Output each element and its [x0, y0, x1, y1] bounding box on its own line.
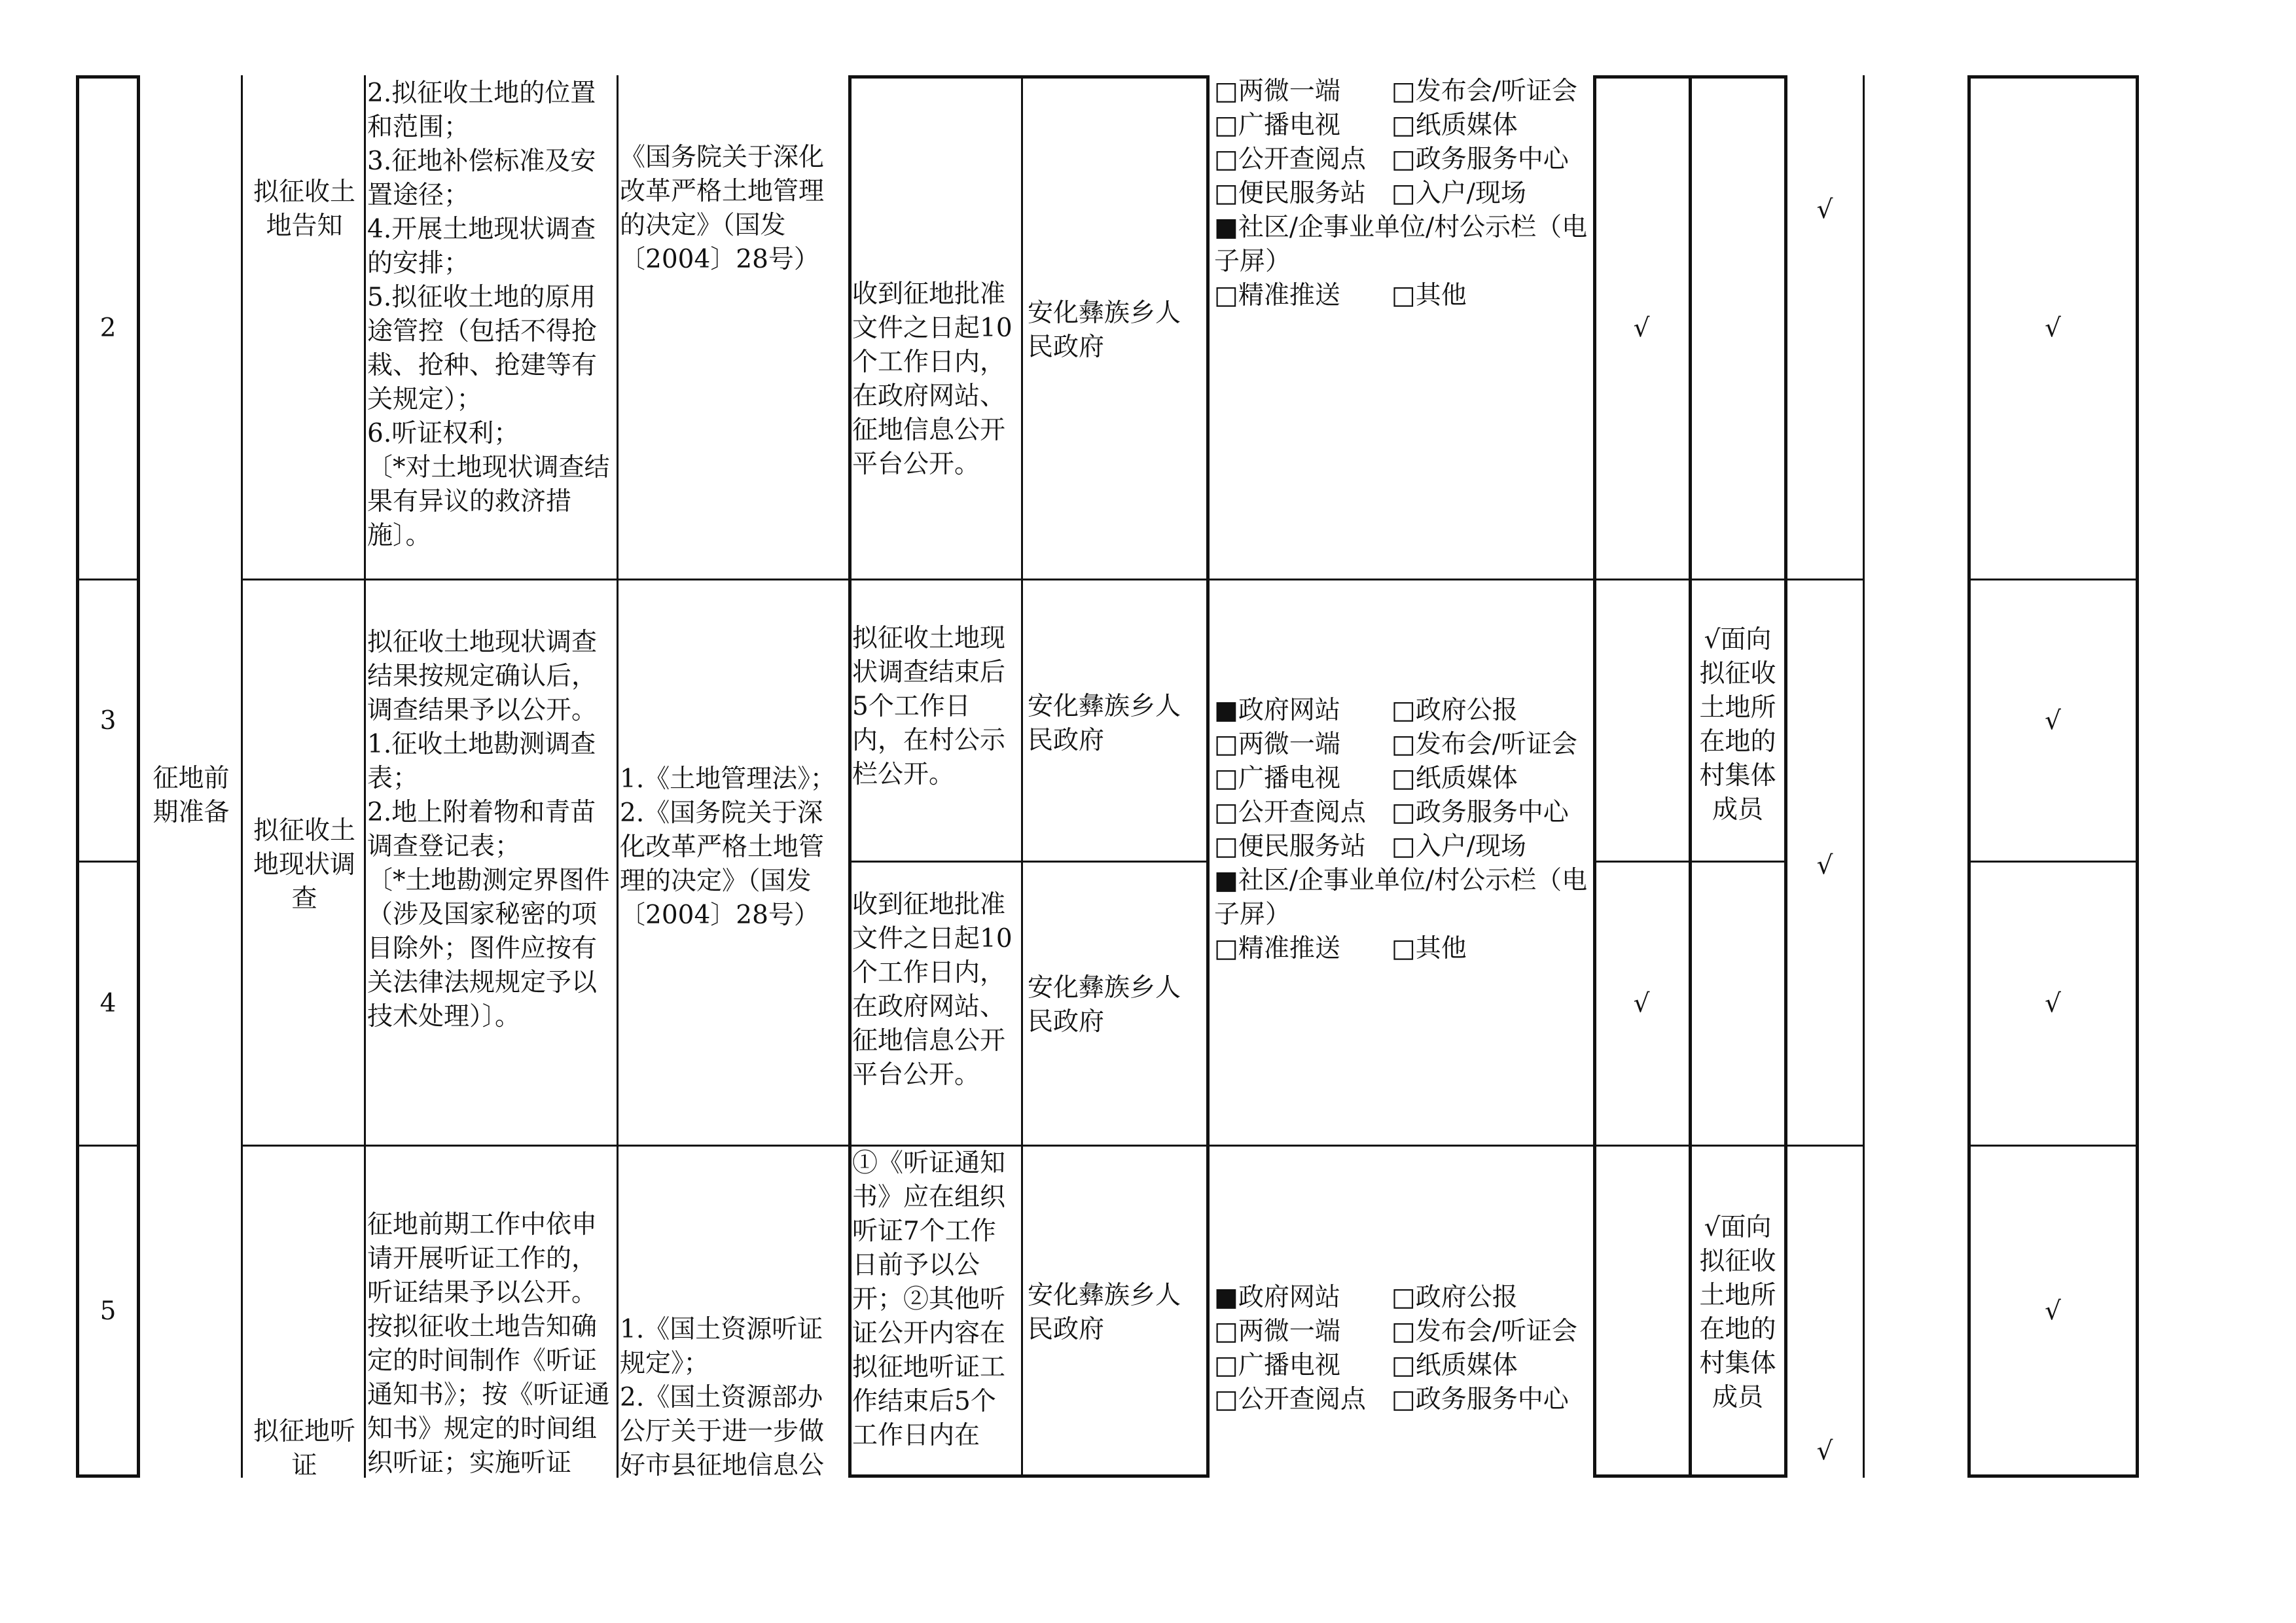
- table-border: [1967, 1474, 2139, 1478]
- row-3-all-public: [1594, 580, 1689, 862]
- table-border: [2136, 75, 2139, 1478]
- row-divider: [848, 861, 1210, 863]
- table-border: [848, 1474, 1210, 1478]
- row-4-timing: 收到征地批准文件之日起10个工作日内，在政府网站、征地信息公开平台公开。: [852, 890, 1013, 1090]
- column-divider: [1967, 75, 1971, 1478]
- column-divider: [848, 75, 852, 1478]
- row-5-seq: 5: [99, 1296, 117, 1326]
- row-5-content: 征地前期工作中依申请开展听证工作的，听证结果予以公开。按拟征收土地告知确定的时间制作《听证通知书》；按《听证通知书》规定的时间组织听证；实施听证: [367, 1210, 610, 1478]
- row-5-on-request: [1864, 1146, 1969, 1476]
- row-2-content: 2.拟征收土地的位置和范围； 3.征地补偿标准及安置途径； 4.开展土地现状调查的安排； 5.拟征收土地的原用途管控（包括不得抢栽、抢种、抢建等有关规定）； 6.听证权利； 〔*对土地现状调查结果有异议的救济措施〕。: [367, 79, 610, 550]
- row-5-all-public: [1594, 1146, 1689, 1476]
- row-3-channels: ■政府网站 □政府公报 □两微一端 □发布会/听证会 □广播电视 □纸质媒体 □公开查阅点 □政务服务中心 □便民服务站 □入户/现场 ■社区/企事业单位/村公示栏（电子屏） □精准推送 □其他: [1214, 696, 1588, 963]
- column-divider: [1689, 75, 1692, 1478]
- row-divider: [1967, 579, 2139, 580]
- row-3-basis: 1.《土地管理法》； 2.《国务院关于深化改革严格土地管理的决定》（国发〔2004〕28号）: [620, 764, 836, 930]
- row-divider: [241, 579, 1864, 580]
- row-4-level-check: √: [2045, 989, 2061, 1018]
- row-3-timing: 拟征收土地现状调查结束后5个工作日内，在村公示栏公开。: [852, 624, 1006, 789]
- row-3-on-request: [1864, 580, 1969, 1146]
- row-5-proactive-check: √: [1816, 1436, 1833, 1466]
- column-divider: [1784, 75, 1787, 1478]
- row-2-item: 拟征收土地告知: [253, 177, 355, 241]
- column-divider: [1021, 75, 1023, 1478]
- row-divider: [848, 75, 1210, 79]
- row-4-subject: 安化彝族乡人民政府: [1028, 973, 1181, 1037]
- row-2-seq: 2: [99, 313, 117, 343]
- row-3-content: 拟征收土地现状调查结果按规定确认后，调查结果予以公开。 1.征收土地勘测调查表； 2.地上附着物和青苗调查登记表； 〔*土地勘测定界图件（涉及国家秘密的项目除外；图件应按有关法律法规规定予以技术处理）〕。: [367, 628, 610, 1031]
- row-4-all-public-check: √: [1633, 989, 1650, 1018]
- row-3-specific: √面向拟征收土地所在地的村集体成员: [1699, 625, 1776, 825]
- column-divider: [617, 75, 619, 1478]
- row-divider: [1593, 75, 1787, 79]
- row-2-specific: [1690, 77, 1786, 580]
- row-divider: [76, 1145, 140, 1147]
- row-2-basis: 《国务院关于深化改革严格土地管理的决定》（国发〔2004〕28号）: [620, 143, 825, 274]
- row-5-basis: 1.《国土资源听证规定》； 2.《国土资源部办公厅关于进一步做好市县征地信息公: [620, 1315, 825, 1480]
- row-5-level-check: √: [2045, 1296, 2061, 1326]
- row-3-item: 拟征收土地现状调查: [253, 816, 355, 914]
- stage-label: 征地前期准备: [152, 764, 230, 827]
- table-border: [1593, 1474, 1787, 1478]
- row-2-on-request: [1864, 77, 1969, 580]
- table-border: [137, 75, 140, 1478]
- row-2-proactive-check: √: [1816, 195, 1833, 224]
- column-divider: [1206, 75, 1210, 1478]
- row-divider: [1593, 861, 1787, 863]
- row-divider: [1967, 75, 2139, 79]
- table-border: [76, 75, 79, 1478]
- column-divider: [1593, 75, 1596, 1478]
- row-divider: [76, 75, 140, 79]
- table-border: [76, 1474, 140, 1478]
- column-divider: [241, 75, 243, 1478]
- row-5-timing: ①《听证通知书》应在组织听证7个工作日前予以公开；②其他听证公开内容在拟征地听证工作结束后5个工作日内在: [852, 1149, 1006, 1450]
- row-4-seq: 4: [99, 989, 117, 1018]
- row-5-item: 拟征地听证: [253, 1417, 355, 1480]
- row-4-specific: [1690, 862, 1786, 1146]
- row-5-specific: √面向拟征收土地所在地的村集体成员: [1699, 1213, 1776, 1412]
- row-2-level-check: √: [2045, 313, 2061, 343]
- row-2-timing: 收到征地批准文件之日起10个工作日内，在政府网站、征地信息公开平台公开。: [852, 279, 1013, 479]
- row-2-subject: 安化彝族乡人民政府: [1028, 298, 1181, 362]
- row-divider: [76, 579, 140, 580]
- column-divider: [364, 75, 366, 1478]
- row-divider: [1967, 1145, 2139, 1147]
- row-3-seq: 3: [99, 706, 117, 736]
- row-divider: [76, 861, 140, 863]
- row-5-subject: 安化彝族乡人民政府: [1028, 1281, 1181, 1344]
- row-3-proactive-check: √: [1816, 851, 1833, 880]
- row-2-all-public-check: √: [1633, 313, 1650, 343]
- row-3-level-check: √: [2045, 706, 2061, 736]
- row-3-subject: 安化彝族乡人民政府: [1028, 692, 1181, 755]
- row-divider: [1967, 861, 2139, 863]
- row-divider: [241, 1145, 1864, 1147]
- column-divider: [1863, 75, 1865, 1478]
- row-2-channels: □两微一端 □发布会/听证会 □广播电视 □纸质媒体 □公开查阅点 □政务服务中心 □便民服务站 □入户/现场 ■社区/企事业单位/村公示栏（电子屏） □精准推送 □其他: [1214, 77, 1588, 310]
- row-5-channels: ■政府网站 □政府公报 □两微一端 □发布会/听证会 □广播电视 □纸质媒体 □公开查阅点 □政务服务中心: [1214, 1283, 1577, 1414]
